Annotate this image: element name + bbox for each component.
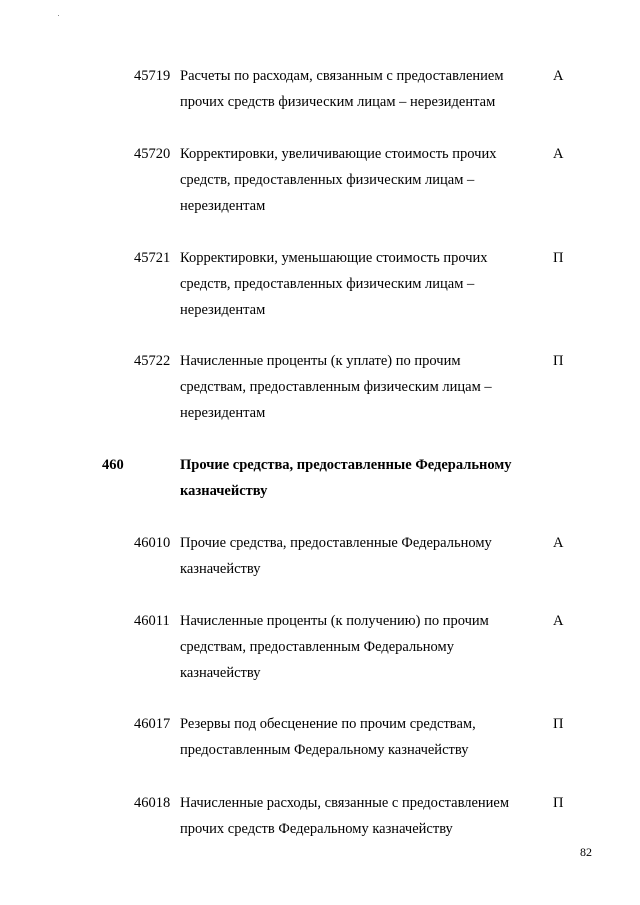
account-type: А bbox=[553, 535, 564, 551]
description-line: Начисленные проценты (к получению) по прочим bbox=[180, 613, 489, 629]
section-title bbox=[180, 452, 550, 504]
description-line: средств, предоставленных физическим лицам – bbox=[180, 172, 475, 188]
description-line: Резервы под обесценение по прочим средствам, bbox=[180, 716, 476, 732]
description-line: прочих средств физическим лицам – нерезидентам bbox=[180, 94, 496, 110]
account-description bbox=[180, 530, 540, 582]
description-line: Расчеты по расходам, связанным с предоставлением bbox=[180, 68, 504, 84]
page-number: 82 bbox=[580, 845, 592, 859]
description-line: нерезидентам bbox=[180, 405, 266, 421]
description-line: предоставленным Федеральному казначейству bbox=[180, 742, 469, 758]
account-code: 45719 bbox=[134, 68, 171, 84]
account-type: А bbox=[553, 613, 564, 629]
description-line: Начисленные расходы, связанные с предоставлением bbox=[180, 795, 510, 811]
scan-mark bbox=[58, 15, 59, 16]
account-code: 46017 bbox=[134, 716, 171, 732]
description-line: средствам, предоставленным физическим лицам – bbox=[180, 379, 492, 395]
description-line: нерезидентам bbox=[180, 198, 266, 214]
description-line: Корректировки, уменьшающие стоимость прочих bbox=[180, 250, 488, 266]
account-type: А bbox=[553, 146, 564, 162]
account-code: 45722 bbox=[134, 353, 171, 369]
account-description bbox=[180, 711, 540, 763]
section-code: 460 bbox=[102, 457, 124, 473]
account-type: П bbox=[553, 250, 564, 266]
title-line: Прочие средства, предоставленные Федеральному bbox=[180, 457, 512, 473]
account-type: П bbox=[553, 795, 564, 811]
description-line: прочих средств Федеральному казначейству bbox=[180, 821, 453, 837]
description-line: Прочие средства, предоставленные Федеральному bbox=[180, 535, 492, 551]
title-line: казначейству bbox=[180, 483, 268, 499]
description-line: нерезидентам bbox=[180, 302, 266, 318]
account-description bbox=[180, 348, 540, 426]
description-line: средствам, предоставленным Федеральному bbox=[180, 639, 454, 655]
description-line: средств, предоставленных физическим лицам – bbox=[180, 276, 475, 292]
account-code: 45721 bbox=[134, 250, 171, 266]
description-line: казначейству bbox=[180, 665, 261, 681]
account-type: А bbox=[553, 68, 564, 84]
account-description bbox=[180, 141, 540, 219]
account-description bbox=[180, 245, 540, 323]
account-code: 45720 bbox=[134, 146, 171, 162]
account-code: 46010 bbox=[134, 535, 171, 551]
account-description bbox=[180, 790, 540, 842]
account-type: П bbox=[553, 353, 564, 369]
account-description bbox=[180, 63, 540, 115]
account-type: П bbox=[553, 716, 564, 732]
account-code: 46011 bbox=[134, 613, 170, 629]
description-line: Начисленные проценты (к уплате) по прочим bbox=[180, 353, 461, 369]
description-line: казначейству bbox=[180, 561, 261, 577]
account-code: 46018 bbox=[134, 795, 171, 811]
account-description bbox=[180, 608, 540, 686]
description-line: Корректировки, увеличивающие стоимость прочих bbox=[180, 146, 497, 162]
